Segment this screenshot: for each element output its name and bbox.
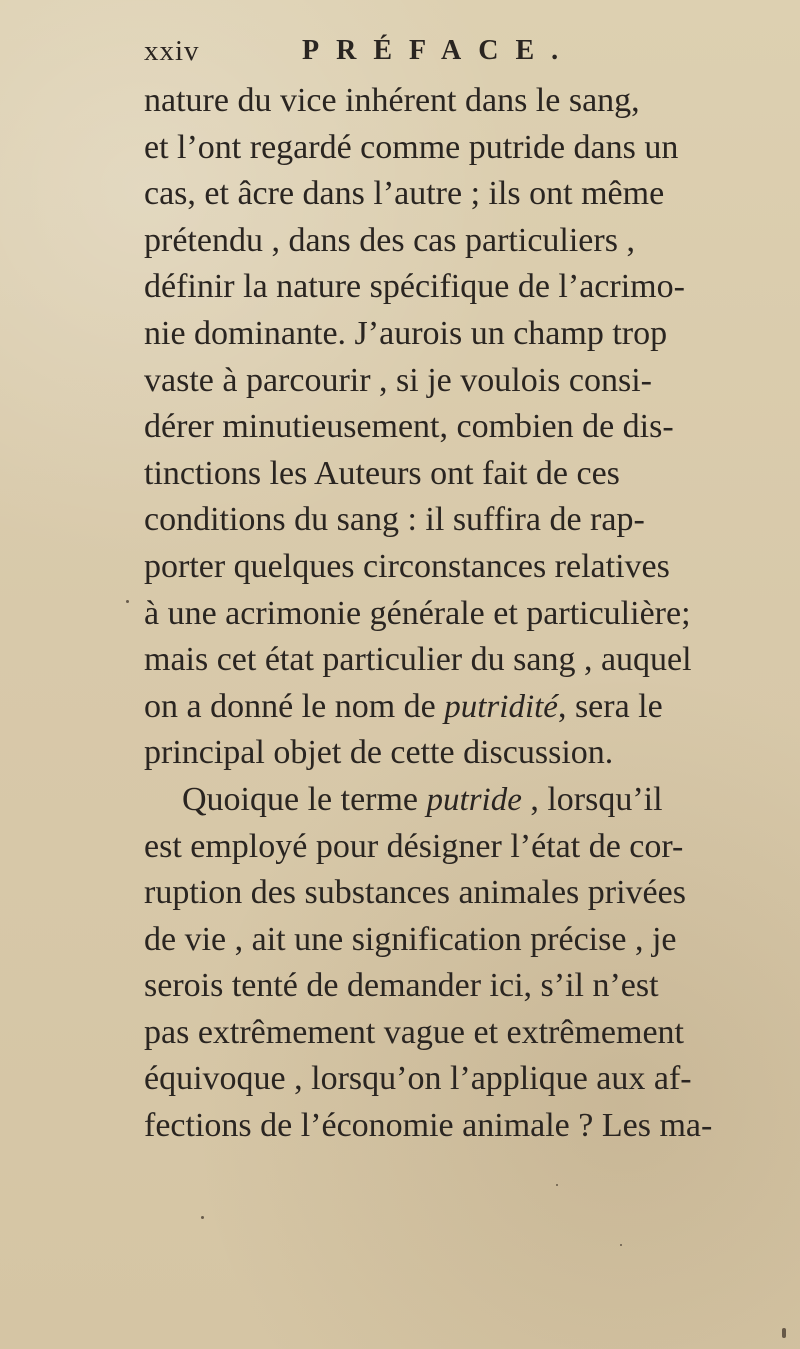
- text-fragment: , sera le: [557, 687, 663, 725]
- italic-term: putridité: [444, 688, 558, 725]
- body-text: [144, 78, 764, 1150]
- text-line: à une acrimonie générale et particulière;: [144, 594, 691, 632]
- text-line: tinctions les Auteurs ont fait de ces: [144, 454, 620, 492]
- running-title: PRÉFACE.: [302, 35, 576, 66]
- text-line: nie dominante. J’aurois un champ trop: [144, 314, 668, 352]
- text-line: principal objet de cette discussion.: [144, 734, 614, 772]
- text-line: ruption des substances animales privées: [144, 874, 686, 912]
- text-line: conditions du sang : il suffira de rap-: [144, 501, 645, 539]
- text-line: cas, et âcre dans l’autre ; ils ont même: [144, 175, 665, 213]
- text-line: fections de l’économie animale ? Les ma-: [144, 1107, 713, 1145]
- text-line: porter quelques circonstances relatives: [144, 547, 670, 585]
- paragraph-start-line: [144, 777, 764, 824]
- text-line: serois tenté de demander ici, s’il n’est: [144, 967, 659, 1005]
- text-line: nature du vice inhérent dans le sang,: [144, 82, 640, 119]
- text-line: équivoque , lorsqu’on l’applique aux af-: [144, 1060, 692, 1098]
- paper-speck: [201, 1216, 204, 1219]
- text-line: est employé pour désigner l’état de cor-: [144, 827, 684, 865]
- page-header: [144, 30, 614, 72]
- text-fragment: on a donné le nom de: [144, 687, 445, 725]
- text-line: mais cet état particulier du sang , auquel: [144, 641, 692, 679]
- text-line: et l’ont regardé comme putride dans un: [144, 128, 679, 166]
- paper-speck: [556, 1184, 558, 1186]
- italic-term: putride: [426, 781, 522, 818]
- page-number: xxiv: [144, 35, 200, 67]
- text-line: de vie , ait une signification précise , je: [144, 920, 677, 958]
- text-line: [144, 684, 764, 731]
- text-line: dérer minutieusement, combien de dis-: [144, 408, 674, 446]
- text-line: définir la nature spécifique de l’acrimo-: [144, 268, 685, 306]
- paper-speck: [126, 600, 129, 603]
- paper-speck: [620, 1244, 622, 1246]
- text-line: prétendu , dans des cas particuliers ,: [144, 221, 635, 259]
- text-line: vaste à parcourir , si je voulois consi-: [144, 361, 652, 399]
- text-fragment: Quoique le terme: [182, 780, 427, 818]
- text-fragment: , lorsqu’il: [521, 780, 663, 818]
- page-edge-mark: [782, 1328, 786, 1338]
- text-line: pas extrêmement vague et extrêmement: [144, 1013, 684, 1051]
